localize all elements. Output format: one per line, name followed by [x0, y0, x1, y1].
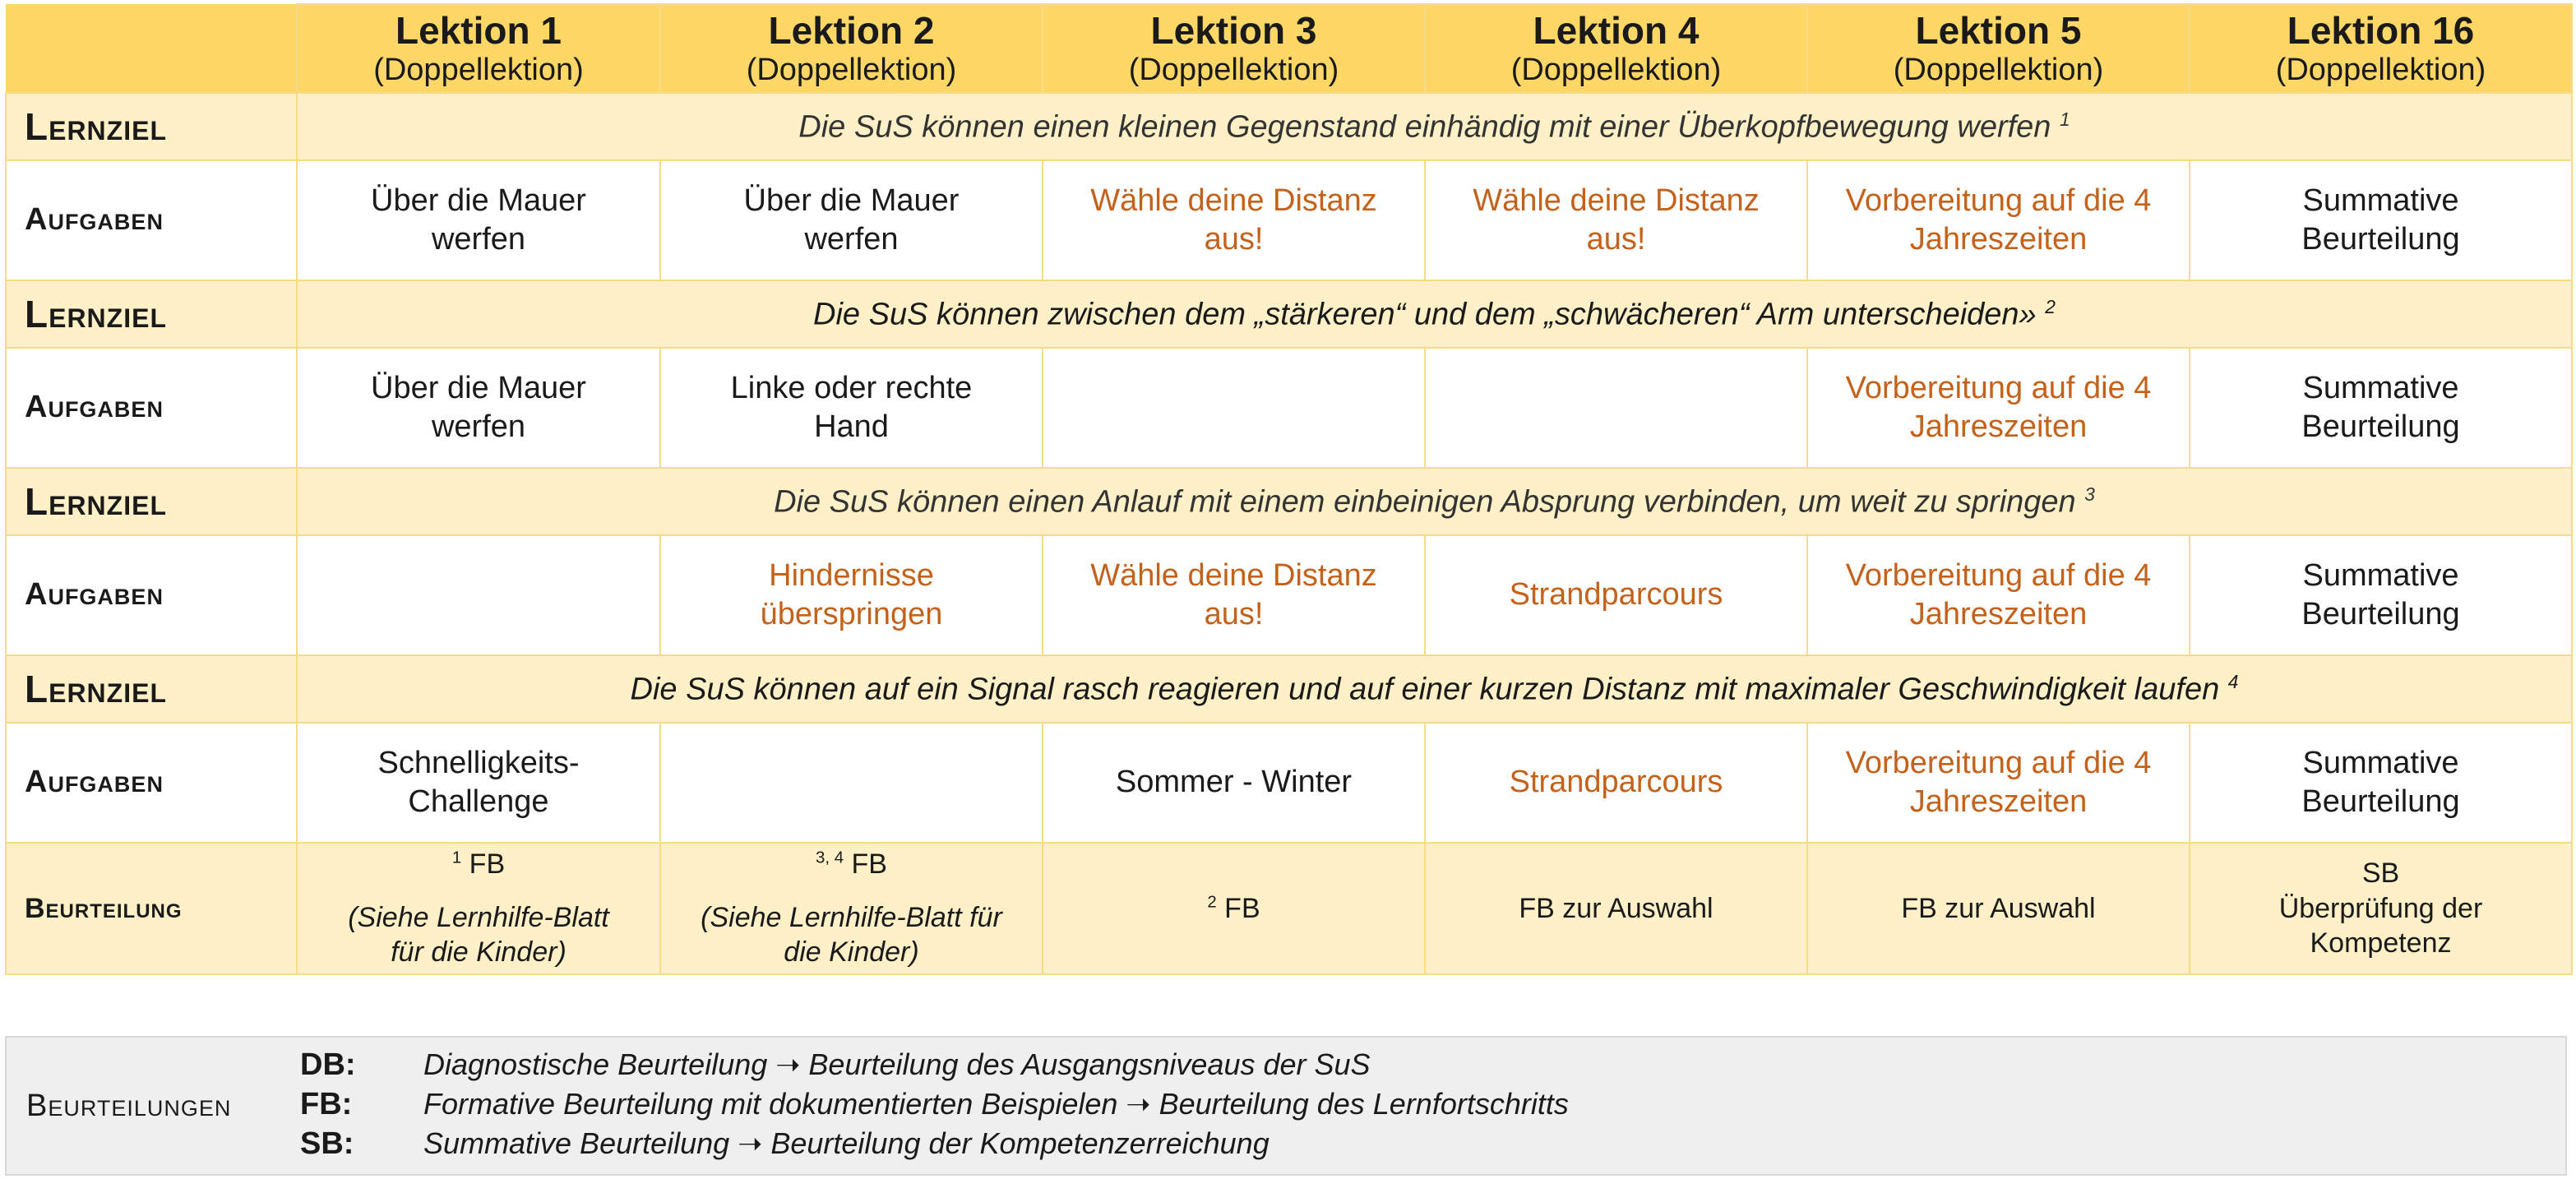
beurteilung-row — [6, 843, 2572, 974]
task-cell: Wähle deine Distanz aus! — [1425, 160, 1807, 280]
task-cell-empty — [297, 535, 660, 655]
aufgaben-label: Aufgaben — [6, 535, 297, 655]
corner-cell — [6, 4, 297, 93]
task-cell-empty — [1043, 348, 1425, 468]
assessment-cell: FB zur Auswahl — [1425, 843, 1807, 974]
aufgaben-label: Aufgaben — [6, 348, 297, 468]
aufgaben-label: Aufgaben — [6, 160, 297, 280]
aufgaben-row-3 — [6, 535, 2572, 655]
aufgaben-row-1 — [6, 160, 2572, 280]
lernziel-row-4 — [6, 655, 2572, 723]
aufgaben-label: Aufgaben — [6, 723, 297, 843]
task-cell: Strandparcours — [1425, 723, 1807, 843]
lernziel-label: Lernziel — [6, 655, 297, 723]
task-cell: Summative Beurteilung — [2190, 348, 2572, 468]
task-cell: Summative Beurteilung — [2190, 723, 2572, 843]
task-cell: Vorbereitung auf die 4 Jahreszeiten — [1807, 723, 2190, 843]
lernziel-row-2 — [6, 280, 2572, 348]
task-cell: Vorbereitung auf die 4 Jahreszeiten — [1807, 160, 2190, 280]
lernziel-row-3 — [6, 468, 2572, 535]
lernziel-row-1 — [6, 93, 2572, 160]
beurteilung-label: Beurteilung — [6, 843, 297, 974]
lernziel-text-1: Die SuS können einen kleinen Gegenstand einhändig mit einer Überkopfbewegung werfen $^1$ — [297, 93, 2572, 160]
assessment-cell: $^1$ FB (Siehe Lernhilfe-Blatt für die Kinder) — [297, 843, 660, 974]
assessment-cell: FB zur Auswahl — [1807, 843, 2190, 974]
task-cell: Wähle deine Distanz aus! — [1043, 160, 1425, 280]
lesson-header-1: Lektion 1 (Doppellektion) — [297, 4, 660, 93]
task-cell: Vorbereitung auf die 4 Jahreszeiten — [1807, 348, 2190, 468]
task-cell: Vorbereitung auf die 4 Jahreszeiten — [1807, 535, 2190, 655]
assessment-cell: $^2$ FB — [1043, 843, 1425, 974]
legend-item-sb: SB: Summative Beurteilung ➝ Beurteilung der Kompetenzerreichung — [300, 1126, 1270, 1161]
header-row — [6, 4, 2572, 93]
lernziel-label: Lernziel — [6, 93, 297, 160]
task-cell: Über die Mauer werfen — [297, 348, 660, 468]
task-cell-empty — [660, 723, 1043, 843]
legend-item-db: DB: Diagnostische Beurteilung ➝ Beurteilung des Ausgangsniveaus der SuS — [300, 1047, 1371, 1082]
assessment-legend — [5, 1036, 2567, 1176]
task-cell: Linke oder rechte Hand — [660, 348, 1043, 468]
lesson-header-16: Lektion 16 (Doppellektion) — [2190, 4, 2572, 93]
task-cell: Schnelligkeits- Challenge — [297, 723, 660, 843]
aufgaben-row-2 — [6, 348, 2572, 468]
task-cell: Summative Beurteilung — [2190, 160, 2572, 280]
lesson-header-2: Lektion 2 (Doppellektion) — [660, 4, 1043, 93]
lesson-header-3: Lektion 3 (Doppellektion) — [1043, 4, 1425, 93]
lesson-header-5: Lektion 5 (Doppellektion) — [1807, 4, 2190, 93]
task-cell: Summative Beurteilung — [2190, 535, 2572, 655]
task-cell: Strandparcours — [1425, 535, 1807, 655]
legend-title: Beurteilungen — [26, 1089, 232, 1123]
assessment-cell: $^{3, 4}$ FB (Siehe Lernhilfe-Blatt für die Kinder) — [660, 843, 1043, 974]
task-cell: Hindernisse überspringen — [660, 535, 1043, 655]
lesson-header-4: Lektion 4 (Doppellektion) — [1425, 4, 1807, 93]
task-cell-empty — [1425, 348, 1807, 468]
lernziel-text-3: Die SuS können einen Anlauf mit einem einbeinigen Absprung verbinden, um weit zu springen $^3$ — [297, 468, 2572, 535]
aufgaben-row-4 — [6, 723, 2572, 843]
lernziel-text-4: Die SuS können auf ein Signal rasch reagieren und auf einer kurzen Distanz mit maximaler Geschwindigkeit laufen $^4$ — [297, 655, 2572, 723]
task-cell: Sommer - Winter — [1043, 723, 1425, 843]
lesson-plan-table — [5, 3, 2573, 975]
lernziel-label: Lernziel — [6, 280, 297, 348]
task-cell: Wähle deine Distanz aus! — [1043, 535, 1425, 655]
assessment-cell: SB Überprüfung der Kompetenz — [2190, 843, 2572, 974]
legend-item-fb: FB: Formative Beurteilung mit dokumentierten Beispielen ➝ Beurteilung des Lernfortschritts — [300, 1087, 1569, 1121]
lernziel-label: Lernziel — [6, 468, 297, 535]
task-cell: Über die Mauer werfen — [660, 160, 1043, 280]
lernziel-text-2: Die SuS können zwischen dem „stärkeren“ und dem „schwächeren“ Arm unterscheiden» $^2$ — [297, 280, 2572, 348]
task-cell: Über die Mauer werfen — [297, 160, 660, 280]
